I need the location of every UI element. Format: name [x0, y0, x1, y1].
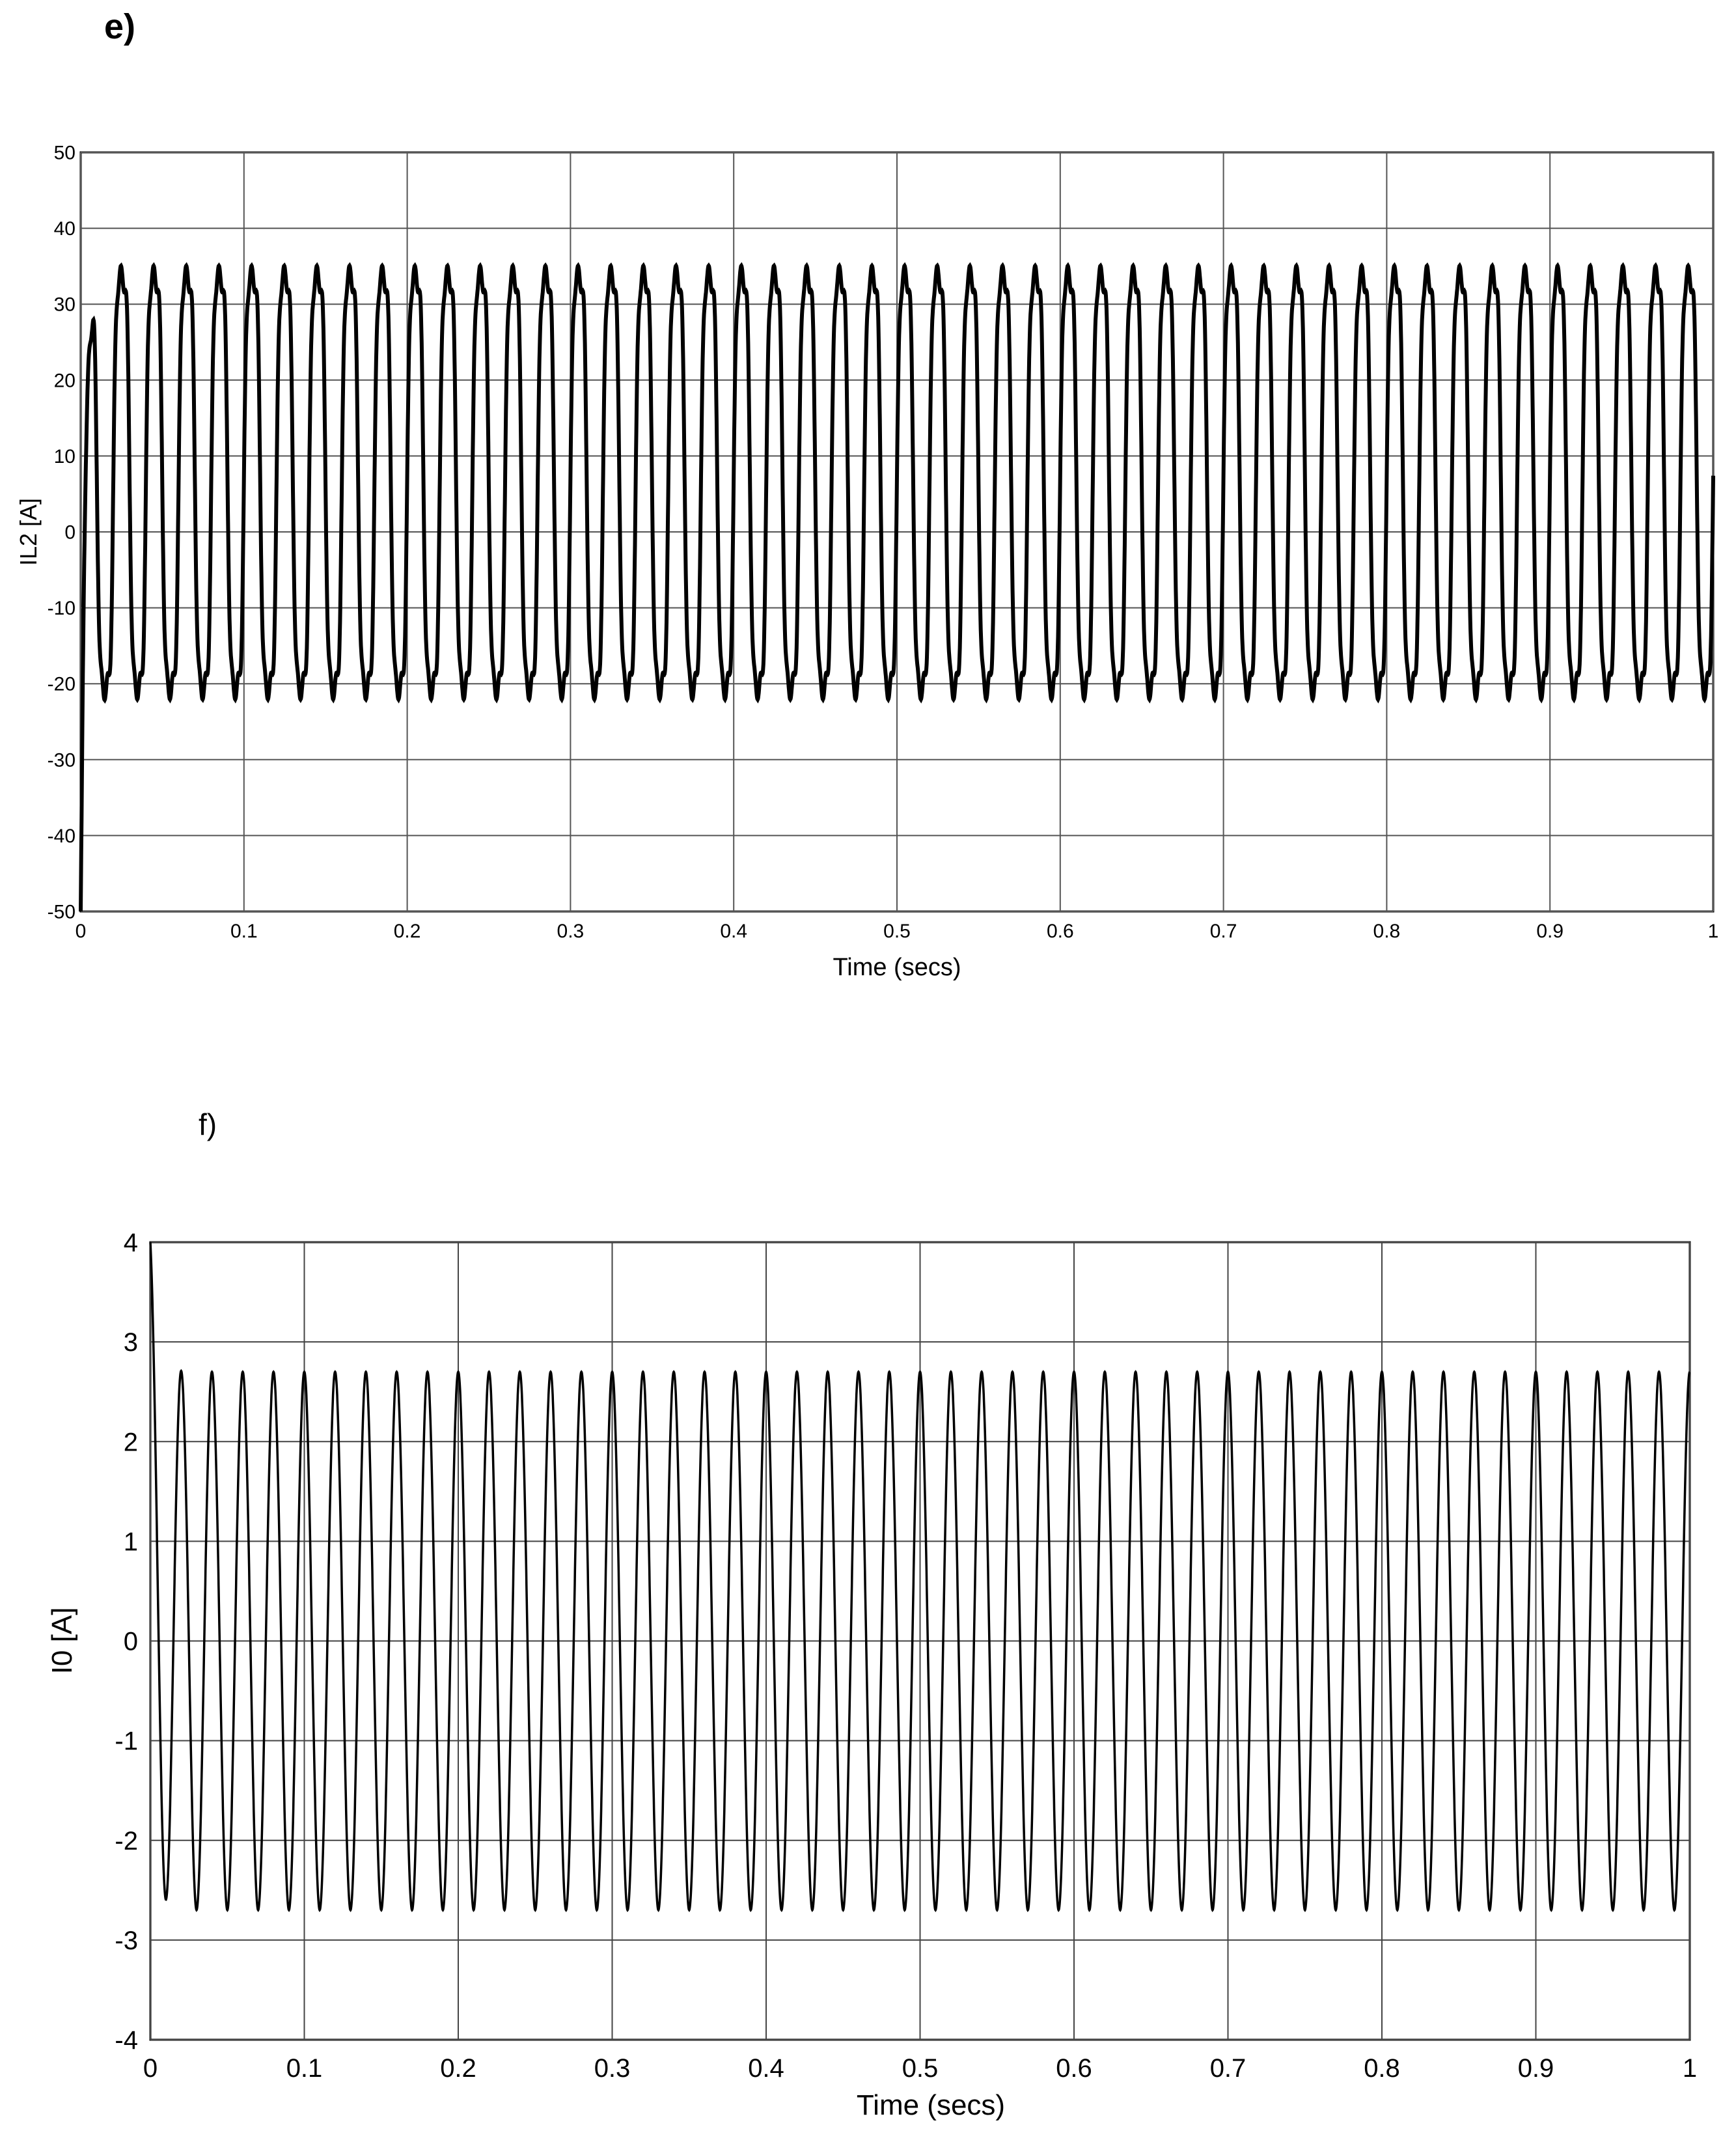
chart-e-x-tick-label: 0.6	[1046, 921, 1074, 942]
chart-e-x-axis-label: Time (secs)	[833, 954, 961, 981]
chart-f-x-tick-label: 0.3	[594, 2054, 631, 2083]
chart-f	[46, 1229, 1697, 2121]
chart-e-x-tick-label: 0.3	[557, 921, 585, 942]
chart-f-x-tick-label: 0.8	[1364, 2054, 1400, 2083]
chart-e-y-tick-label: -40	[47, 825, 76, 847]
chart-e-x-tick-label: 0.4	[720, 921, 748, 942]
chart-f-x-tick-labels	[143, 2054, 1697, 2083]
chart-e-y-tick-label: 30	[53, 294, 76, 316]
chart-e-y-tick-label: -50	[47, 901, 76, 923]
chart-f-y-tick-label: -1	[115, 1727, 138, 1756]
chart-f-x-tick-label: 0	[143, 2054, 158, 2083]
chart-f-x-tick-label: 0.9	[1517, 2054, 1554, 2083]
chart-f-y-tick-label: -3	[115, 1926, 138, 1955]
chart-f-x-tick-label: 0.2	[440, 2054, 476, 2083]
chart-e-y-tick-labels	[48, 143, 76, 923]
chart-e-y-tick-label: 20	[53, 370, 76, 392]
chart-f-x-tick-label: 0.7	[1209, 2054, 1247, 2083]
chart-e-y-tick-label: -20	[47, 673, 76, 695]
panel-label-e: e)	[104, 7, 136, 46]
chart-f-x-axis-label: Time (secs)	[856, 2089, 1006, 2121]
chart-e-x-tick-label: 0	[75, 921, 87, 942]
chart-f-y-tick-label: 2	[123, 1428, 138, 1457]
chart-f-x-tick-label: 0.6	[1056, 2054, 1092, 2083]
chart-e-y-tick-label: 0	[64, 521, 76, 544]
chart-f-y-tick-label: 0	[123, 1627, 138, 1656]
chart-f-y-tick-label: 3	[123, 1328, 138, 1357]
chart-e-y-tick-label: 10	[53, 445, 76, 467]
chart-e-y-tick-label: 50	[53, 142, 76, 164]
chart-e-x-tick-label: 0.2	[393, 921, 421, 942]
chart-e-y-tick-label: 40	[53, 218, 76, 240]
chart-e-y-tick-label: -10	[47, 598, 76, 620]
chart-f-y-axis-label: I0 [A]	[46, 1607, 78, 1674]
chart-e-x-tick-label: 0.5	[883, 921, 911, 942]
chart-f-y-tick-label: 1	[123, 1527, 138, 1557]
chart-e-x-tick-label: 0.1	[230, 921, 258, 942]
chart-e-x-tick-labels	[76, 921, 1719, 942]
chart-f-y-tick-label: -2	[115, 1826, 138, 1855]
chart-e-y-tick-label: -30	[47, 749, 76, 771]
chart-f-x-tick-label: 1	[1682, 2054, 1698, 2083]
chart-f-y-tick-labels	[115, 1229, 138, 2055]
chart-f-y-tick-label: -4	[115, 2026, 138, 2055]
chart-f-y-tick-label: 4	[123, 1229, 138, 1257]
chart-e-x-tick-label: 1	[1707, 921, 1719, 942]
chart-e-x-tick-label: 0.8	[1373, 921, 1401, 942]
chart-e-x-tick-label: 0.7	[1209, 921, 1237, 942]
chart-f-x-tick-label: 0.4	[748, 2054, 784, 2083]
chart-e-x-tick-label: 0.9	[1536, 921, 1564, 942]
chart-e-y-axis-label: IL2 [A]	[15, 497, 42, 566]
panel-label-f: f)	[199, 1107, 217, 1141]
chart-e	[15, 143, 1718, 982]
chart-f-x-tick-label: 0.1	[286, 2054, 323, 2083]
chart-f-x-tick-label: 0.5	[902, 2054, 939, 2083]
